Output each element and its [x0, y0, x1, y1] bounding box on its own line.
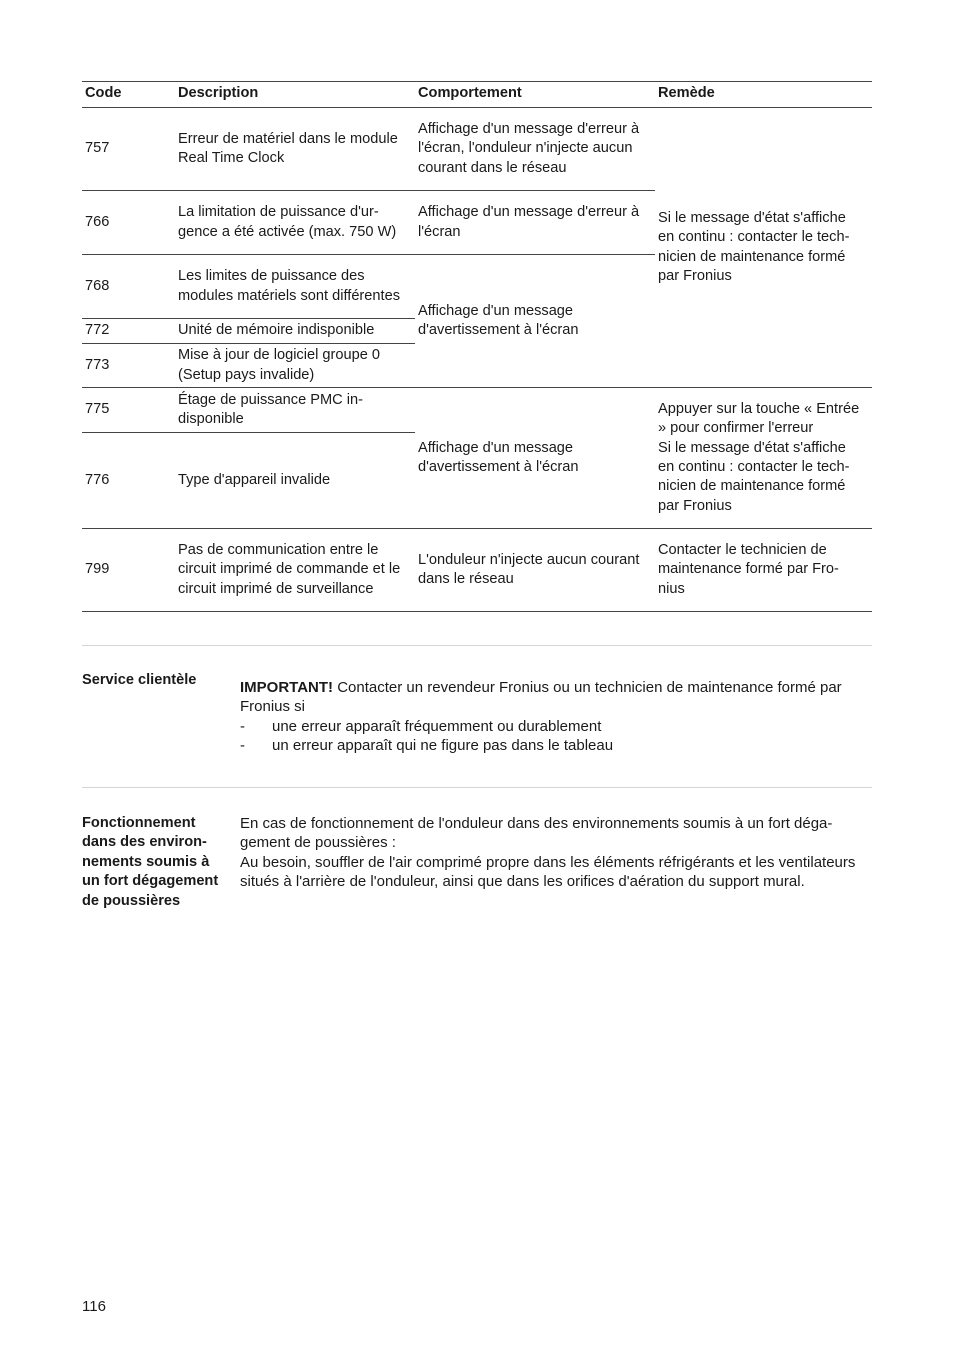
table-row — [82, 529, 872, 612]
remedy-cell: Contacter le technicien de maintenance formé par Fronius — [655, 529, 872, 612]
dust-section-title: Fonctionnement dans des environnements soumis à un fort dégagement de poussières — [82, 815, 219, 909]
behavior-cell: Affichage d'un message d'avertissement à l'écran — [415, 388, 655, 529]
code-cell: 772 — [82, 319, 175, 344]
code-cell: 799 — [82, 529, 175, 612]
description-cell: Unité de mémoire indisponible — [175, 319, 415, 344]
code-cell: 776 — [82, 433, 175, 529]
header-remedy: Remède — [655, 82, 872, 108]
description-cell: Erreur de matériel dans le module Real Time Clock — [175, 108, 415, 191]
remedy-cell — [655, 388, 872, 529]
code-cell: 773 — [82, 344, 175, 388]
list-item — [240, 717, 874, 736]
header-description: Description — [175, 82, 415, 108]
code-cell: 768 — [82, 255, 175, 319]
behavior-cell: L'onduleur n'injecte aucun courant dans le réseau — [415, 529, 655, 612]
list-dash: - — [240, 737, 245, 755]
description-cell: Type d'appareil invalide — [175, 433, 415, 529]
description-cell: La limitation de puissance d'urgence a été activée (max. 750 W) — [175, 191, 415, 255]
code-cell: 775 — [82, 388, 175, 433]
table-row — [82, 388, 872, 433]
important-paragraph — [240, 678, 874, 717]
behavior-cell: Affichage d'un message d'avertissement à l'écran — [415, 255, 655, 388]
description-cell: Pas de communication entre le circuit imprimé de commande et le circuit imprimé de surveillance — [175, 529, 415, 612]
description-cell: Les limites de puissance des modules matériels sont différentes — [175, 255, 415, 319]
description-cell: Mise à jour de logiciel groupe 0 (Setup pays invalide) — [175, 344, 415, 388]
header-code: Code — [82, 82, 175, 108]
dust-paragraph-2: Au besoin, souffler de l'air comprimé propre dans les éléments réfrigérants et les ventilateurs situés à l'arrière de l'onduleur, ainsi que dans les orifices d'aération du support mural. — [240, 853, 856, 891]
code-cell: 766 — [82, 191, 175, 255]
remedy-cell: Si le message d'état s'affiche en continu : contacter le technicien de maintenance formé par Fronius — [655, 108, 872, 388]
table-row — [82, 108, 872, 191]
code-cell: 757 — [82, 108, 175, 191]
behavior-cell: Affichage d'un message d'erreur à l'écran, l'onduleur n'injecte aucun courant dans le réseau — [415, 108, 655, 191]
error-code-table — [82, 81, 872, 612]
remedy-line: Appuyer sur la touche « Entrée » pour confirmer l'erreur — [658, 400, 860, 437]
header-behavior: Comportement — [415, 82, 655, 108]
list-item — [240, 736, 874, 755]
remedy-line: Si le message d'état s'affiche en continu : contacter le technicien de maintenance formé par Fronius — [658, 439, 850, 514]
dust-section-body — [240, 814, 874, 892]
dust-paragraph-1: En cas de fonctionnement de l'onduleur dans des environnements soumis à un fort dégagement de poussières : — [240, 815, 833, 852]
section-divider — [82, 787, 872, 788]
table-header-row — [82, 82, 872, 108]
page-number: 116 — [82, 1298, 106, 1315]
section-divider — [82, 645, 872, 646]
list-dash: - — [240, 717, 245, 735]
service-section-body — [240, 678, 874, 756]
important-text: Contacter un revendeur Fronius ou un technicien de maintenance formé par Fronius si — [240, 679, 842, 716]
important-label: IMPORTANT! — [240, 679, 334, 696]
service-section-title: Service clientèle — [82, 672, 197, 688]
list-item-text: une erreur apparaît fréquemment ou durablement — [272, 717, 602, 735]
behavior-cell: Affichage d'un message d'erreur à l'écran — [415, 191, 655, 255]
list-item-text: un erreur apparaît qui ne figure pas dans le tableau — [272, 737, 614, 755]
description-cell: Étage de puissance PMC indisponible — [175, 388, 415, 433]
